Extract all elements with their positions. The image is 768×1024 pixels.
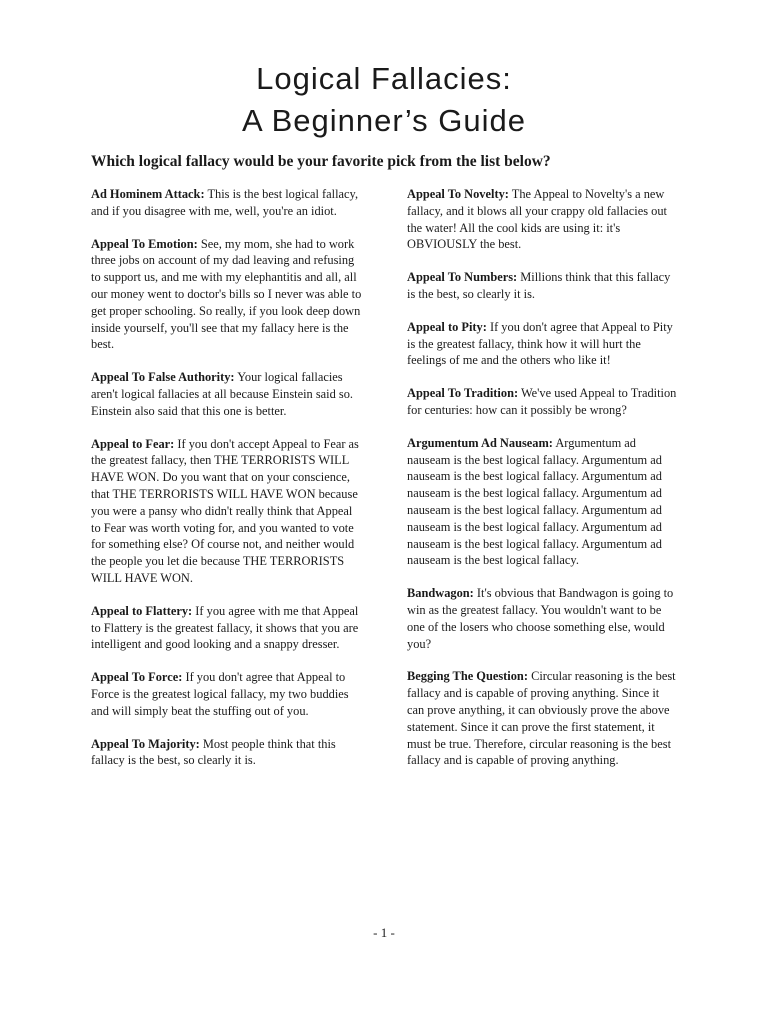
fallacy-name: Appeal to Fear: — [91, 436, 175, 451]
fallacy-description: Millions think that this fallacy is the best, so clearly it is. — [407, 270, 671, 301]
fallacy-entry — [91, 436, 363, 587]
fallacy-name: Appeal To Emotion: — [91, 236, 198, 251]
fallacy-description: Your logical fallacies aren't logical fallacies at all because Einstein said so. Einstein also said that this one is better. — [91, 370, 353, 418]
fallacy-description: The Appeal to Novelty's a new fallacy, and it blows all your crappy old fallacies out the water! All the cool kids are using it: it's OBVIOUSLY the best. — [407, 187, 668, 252]
fallacy-entry — [91, 236, 363, 354]
fallacy-entry — [407, 435, 679, 569]
fallacy-entry — [407, 269, 679, 303]
title-line-1: Logical Fallacies: — [256, 61, 512, 96]
fallacy-name: Appeal To Novelty: — [407, 187, 509, 201]
fallacy-entry — [407, 385, 679, 419]
fallacy-name: Appeal To Force: — [91, 670, 183, 685]
fallacy-name: Appeal To Majority: — [91, 736, 200, 751]
left-column — [91, 186, 363, 785]
fallacy-entry — [91, 669, 363, 719]
fallacy-description: If you don't agree that Appeal to Force is the greatest logical fallacy, my two buddies and will simply beat the stuffing out of you. — [91, 670, 349, 718]
fallacy-description: If you don't agree that Appeal to Pity is the greatest fallacy, think how it will hurt the feelings of me and the others who like it! — [407, 319, 673, 368]
fallacy-name: Begging The Question: — [407, 669, 528, 684]
fallacy-description: It's obvious that Bandwagon is going to win as the greatest fallacy. You wouldn't want to be one of the losers who choose something else, would you? — [407, 586, 674, 651]
fallacy-name: Appeal To Tradition: — [407, 386, 519, 401]
fallacy-name: Appeal To False Authority: — [91, 370, 235, 385]
fallacy-name: Bandwagon: — [407, 586, 474, 601]
intro-question: Which logical fallacy would be your favorite pick from the list below? — [91, 153, 551, 170]
fallacy-name: Argumentum Ad Nauseam: — [407, 435, 553, 450]
fallacy-entry — [407, 186, 679, 253]
fallacy-entry — [91, 736, 363, 770]
fallacy-entry — [91, 369, 363, 419]
fallacy-description: Argumentum ad nauseam is the best logical fallacy. Argumentum ad nauseam is the best logical fallacy. Argumentum ad nauseam is the best logical fallacy. Argumentum ad nauseam is the best logical fallacy. Argumentum ad nauseam is the best logical fallacy. Argumentum ad nauseam is the best logical fallacy. Argumentum ad nauseam is the best logical fallacy. — [407, 435, 662, 568]
fallacy-description: If you don't accept Appeal to Fear as the greatest fallacy, then THE TERRORISTS WILL HAVE WON. Do you want that on your conscience, that THE TERRORISTS WILL HAVE WON because you were a pansy who didn't really think that Appeal to Fear was worth voting for, and you wanted to vote for something else? Of course not, and neither would the people you let die because THE TERRORISTS WILL HAVE WON. — [91, 436, 359, 585]
fallacy-description: Most people think that this fallacy is the best, so clearly it is. — [91, 736, 336, 768]
fallacy-name: Appeal to Pity: — [407, 319, 487, 334]
page-number: - 1 - — [373, 925, 395, 940]
fallacy-name: Ad Hominem Attack: — [91, 187, 205, 201]
fallacy-entry — [91, 186, 363, 220]
fallacy-description: See, my mom, she had to work three jobs on account of my dad leaving and refusing to support us, and me with my elephantitis and all, all our money went to doctor's bills so I never was able to get proper schooling. So really, if you look deep down inside yourself, you'll see that my fallacy here is the best. — [91, 236, 362, 352]
fallacy-name: Appeal To Numbers: — [407, 270, 518, 285]
fallacy-description: We've used Appeal to Tradition for centuries: how can it possibly be wrong? — [407, 386, 677, 417]
document-title — [0, 58, 768, 142]
right-column — [407, 186, 679, 785]
title-line-2: A Beginner’s Guide — [242, 103, 526, 138]
fallacy-entry — [407, 585, 679, 652]
fallacy-name: Appeal to Flattery: — [91, 603, 193, 618]
fallacy-entry — [91, 603, 363, 653]
fallacy-description: This is the best logical fallacy, and if you disagree with me, well, you're an idiot. — [91, 187, 359, 218]
fallacy-description: If you agree with me that Appeal to Flattery is the greatest fallacy, it shows that you are intelligent and good looking and a snappy dresser. — [91, 603, 359, 652]
fallacy-entry — [407, 668, 679, 769]
fallacy-entry — [407, 319, 679, 369]
fallacy-description: Circular reasoning is the best fallacy and is capable of proving anything. Since it can prove anything, it can obviously prove the above statement. Since it can prove the first statement, it must be true. Therefore, circular reasoning is the best fallacy and is capable of proving anything. — [407, 669, 676, 768]
